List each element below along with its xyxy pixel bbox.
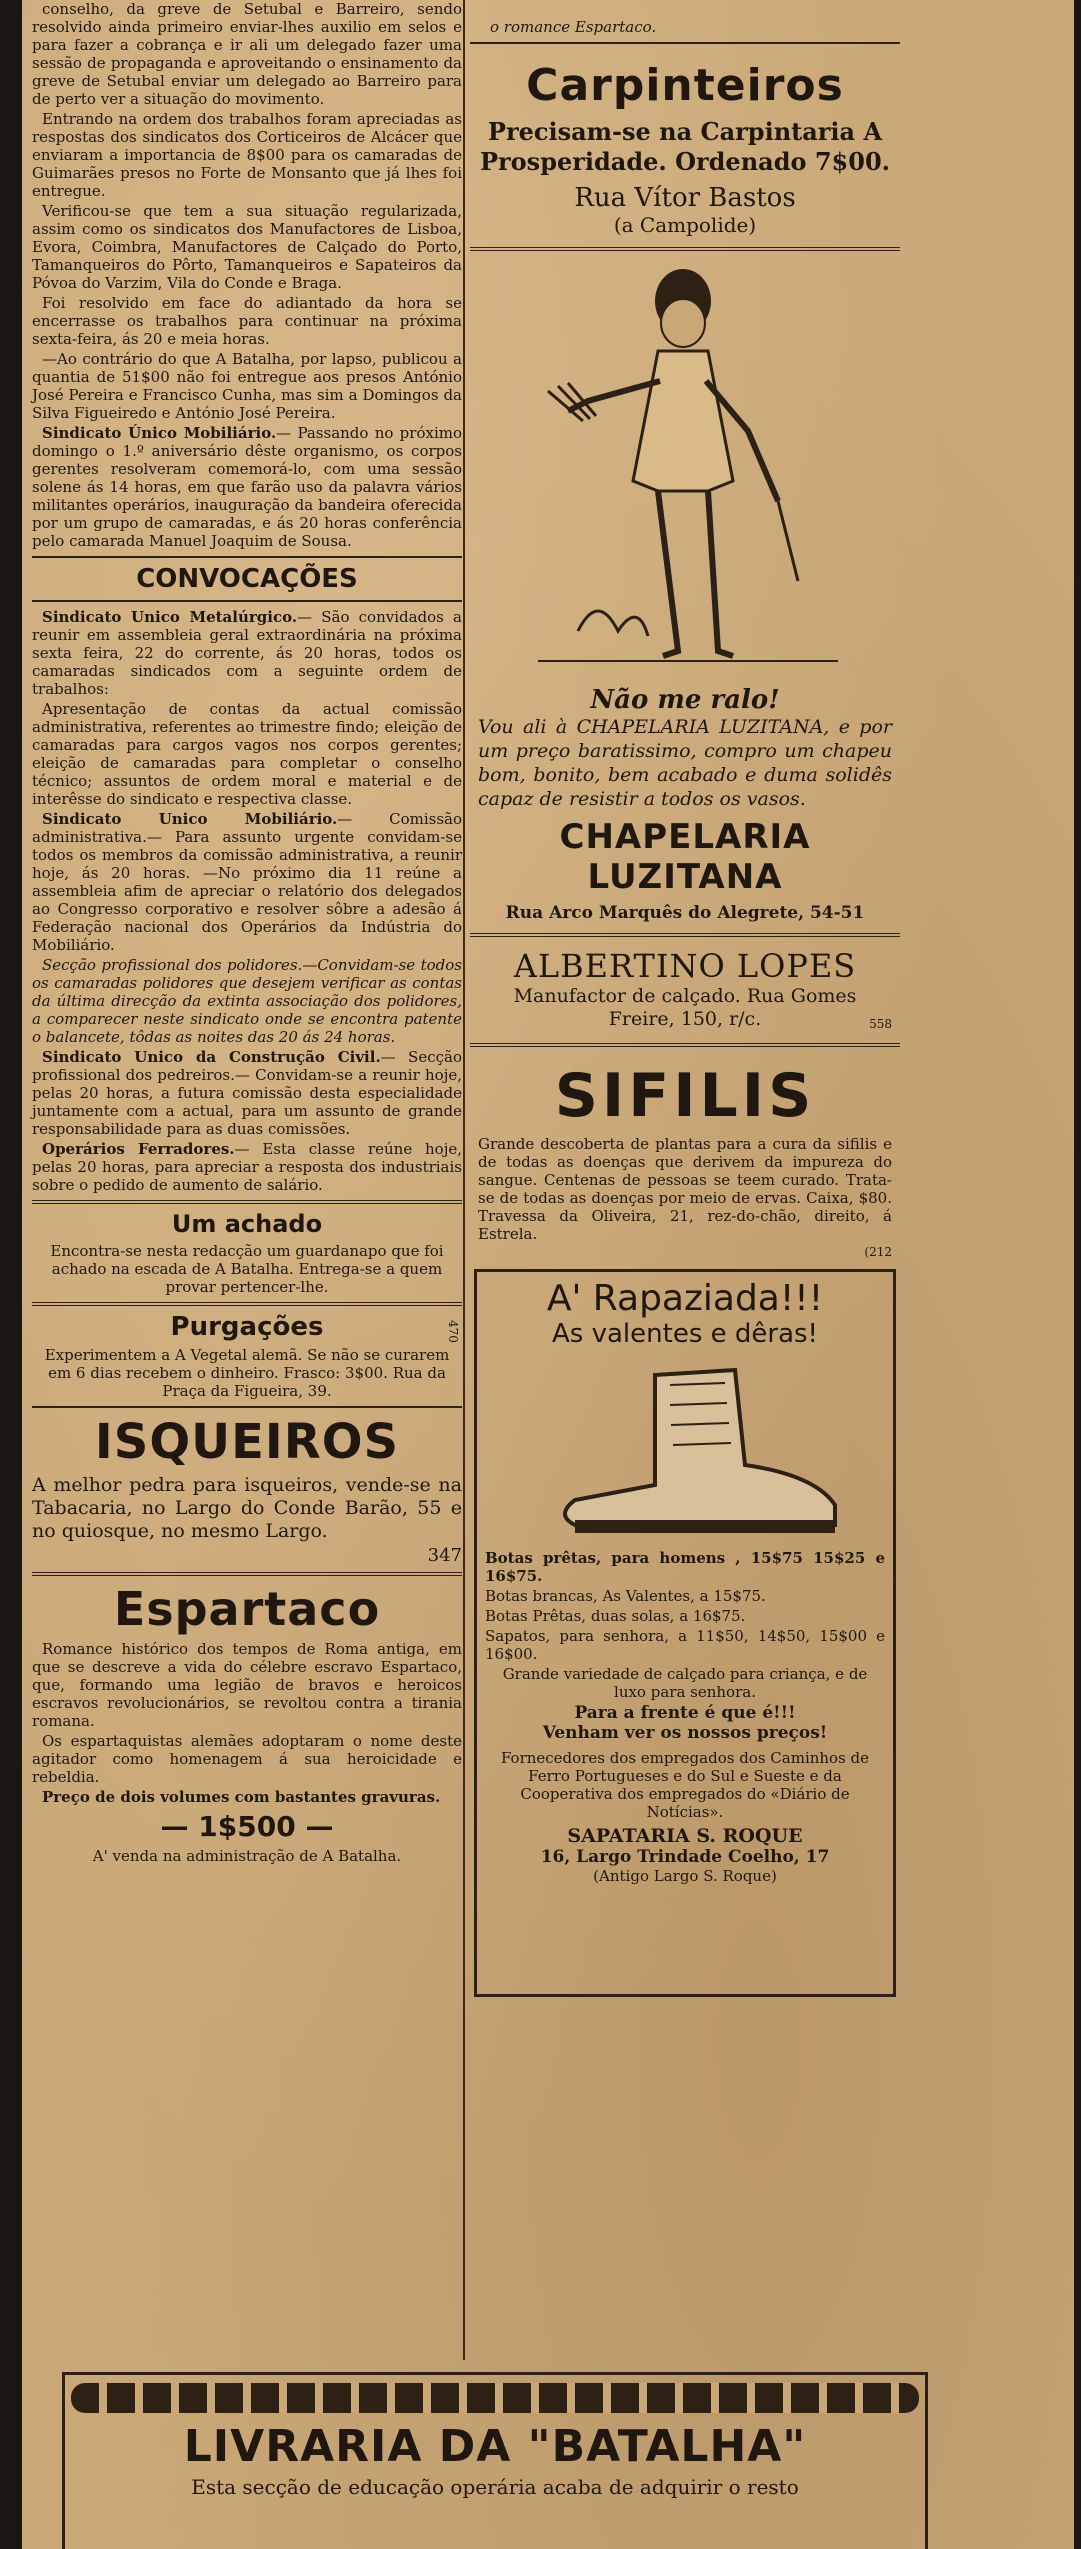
sapataria-ad (474, 1269, 896, 1997)
carpinteiros-ad (470, 50, 900, 241)
intro-paragraph: Foi resolvido em face do adiantado da hora se encerrasse os trabalhos para continuar na próxima sexta-feira, ás 20 e meia horas. (32, 294, 462, 348)
divider (470, 247, 900, 251)
divider (470, 1043, 900, 1047)
livraria-banner (62, 2372, 928, 2549)
right-column (470, 0, 900, 2380)
convocacoes-list (32, 608, 462, 1194)
convocacao-title: Sindicato Unico da Construção Civil. (42, 1048, 381, 1066)
divider (32, 600, 462, 602)
rapaziada-item: Grande variedade de calçado para criança, e de luxo para senhora. (502, 1665, 868, 1701)
boot-illustration (485, 1355, 875, 1545)
sifilis-text: Grande descoberta de plantas para a cura da sifilis e de todas as doenças que derivem da impureza do sangue. Centenas de pessoas se teem curado. Trata-se de todas as doenças por meio de ervas. Caixa, $80. Travessa da Oliveira, 21, rez-do-chão, direito, á Estrela. (478, 1135, 892, 1243)
espartaco-text: Os espartaquistas alemães adoptaram o nome deste agitador como homenagem á sua heroicidade e rebeldia. (32, 1732, 462, 1786)
convocacao-text: — Comissão administrativa.— Para assunto urgente convidam-se todos os membros da comissão administrativa, a reunir hoje, ás 20 horas. —No próximo dia 11 reúne a assembleia afim de apreciar o relatório dos delegados ao Congresso corporativo e resolver sôbre a adesão á Federação nacional dos Operários da Indústria do Mobiliário. (32, 810, 463, 954)
rapaziada-subheading: As valentes e dêras! (552, 1319, 818, 1349)
chapelaria-heading: CHAPELARIA LUZITANA (559, 817, 811, 897)
chain-border-decoration (71, 2383, 919, 2413)
ad-number: (212 (864, 1245, 892, 1259)
convocacao-text: — Secção profissional dos pedreiros.— Convidam-se a reunir hoje, pelas 20 horas, a futura comissão desta especialidade juntamente com a actual, para um assunto de grande responsabilidade para as duas comissões. (32, 1048, 462, 1138)
man-with-hat-illustration (478, 261, 888, 681)
espartaco-sale: A' venda na administração de A Batalha. (92, 1847, 402, 1865)
convocacao-item (32, 700, 462, 808)
rapaziada-item: Botas Prêtas, duas solas, a 16$75. (485, 1607, 746, 1625)
convocacao-item (32, 1048, 462, 1138)
carpinteiros-address: Rua Vítor Bastos (574, 183, 796, 213)
mobiliario-text: — Passando no próximo domingo o 1.º aniversário dêste organismo, os corpos gerentes resolveram comemorá-lo, com uma sessão solene ás 14 horas, em que farão uso da palavra vários militantes operários, inauguração da bandeira oferecida por um grupo de camaradas, e ás 20 horas conferência pelo camarada Manuel Joaquim de Sousa. (32, 424, 462, 550)
convocacao-item (32, 1140, 462, 1194)
convocacao-title: Sindicato Unico Metalúrgico. (42, 608, 298, 626)
convocacao-item (32, 810, 462, 954)
convocacao-text: — São convidados a reunir em assembleia geral extraordinária na próxima sexta feira, 22 do corrente, ás 20 horas, todos os camaradas sindicados com a seguinte ordem de trabalhos: (32, 608, 462, 698)
carpinteiros-text: Precisam-se na Carpintaria A Prosperidade. Ordenado 7$00. (479, 117, 890, 176)
ad-number: 558 (869, 1017, 892, 1031)
intro-paragraph: —Ao contrário do que A Batalha, por lapso, publicou a quantia de 51$00 não foi entregue aos presos António José Pereira e Francisco Cunha, mas sim a Domingos da Silva Figueiredo e António José Pereira. (32, 350, 462, 422)
carpinteiros-subaddress: (a Campolide) (613, 213, 757, 237)
convocacao-title: Sindicato Unico Mobiliário. (42, 810, 338, 828)
mobiliario-notice (32, 424, 462, 550)
ad-number: 470 (446, 1320, 460, 1343)
purgacoes-ad (32, 1312, 462, 1400)
rapaziada-suppliers: Fornecedores dos empregados dos Caminhos de Ferro Portugueses e do Sul e Sueste e da Cooperativa dos empregados do «Diário de Notícias». (500, 1749, 870, 1821)
isqueiros-text: A melhor pedra para isqueiros, vende-se na Tabacaria, no Largo do Conde Barão, 55 e no quiosque, no mesmo Largo. (32, 1474, 462, 1542)
albertino-text: Manufactor de calçado. Rua Gomes Freire, 150, r/c. (513, 985, 857, 1030)
rapaziada-slogan: Para a frente é que é!!! (574, 1703, 796, 1723)
rapaziada-slogan: Venham ver os nossos preços! (542, 1723, 828, 1743)
espartaco-heading: Espartaco (113, 1582, 381, 1636)
rapaziada-item: Botas prêtas, para homens , 15$75 15$25 e 16$75. (485, 1549, 885, 1585)
sifilis-heading: SIFILIS (554, 1061, 816, 1131)
convocacoes-heading: CONVOCAÇÕES (136, 564, 358, 594)
top-line: o romance Espartaco. (490, 18, 657, 36)
mobiliario-title: Sindicato Único Mobiliário. (42, 424, 277, 442)
chapelaria-slogan: Não me ralo! (590, 685, 780, 715)
intro-paragraph: conselho, da greve de Setubal e Barreiro, sendo resolvido ainda primeiro enviar-lhes auxilio em selos e para fazer a cobrança e ir ali um delegado fazer uma sessão de propaganda e aproveitando o ensinamento da greve de Setubal enviar um delegado ao Barreiro para de perto ver a situação do movimento. (32, 0, 462, 108)
espartaco-text: Romance histórico dos tempos de Roma antiga, em que se descreve a vida do célebre escravo Espartaco, que, formando uma legião de bravos e heroicos escravos revolucionários, se revoltou contra a tirania romana. (32, 1640, 462, 1730)
sifilis-ad (470, 1053, 900, 1263)
albertino-heading: ALBERTINO LOPES (513, 947, 857, 985)
espartaco-price: — 1$500 — (160, 1810, 334, 1843)
convocacao-text: Apresentação de contas da actual comissão administrativa, referentes ao trimestre findo; eleição de camaradas para cargos vagos nos corpos gerentes; eleição de camaradas para completar o conselho técnico; assuntos de ordem moral e material e de interêsse do sindicato e respectiva classe. (32, 700, 462, 808)
intro-section (32, 0, 462, 422)
espartaco-text: Preço de dois volumes com bastantes gravuras. (42, 1788, 441, 1806)
convocacao-title: Operários Ferradores. (42, 1140, 235, 1158)
ad-number: 347 (427, 1545, 462, 1566)
intro-paragraph: Entrando na ordem dos trabalhos foram apreciadas as respostas dos sindicatos dos Corticeiros de Alcácer que enviaram a importancia de 8$00 para os camaradas de Guimarães presos no Forte de Monsanto que já lhes foi entregue. (32, 110, 462, 200)
purgacoes-heading: Purgações (170, 1312, 324, 1342)
albertino-ad (470, 943, 900, 1037)
livraria-text: Esta secção de educação operária acaba de adquirir o resto (191, 2475, 799, 2499)
chapelaria-text: Vou ali à CHAPELARIA LUZITANA, e por um preço baratissimo, compro um chapeu bom, bonito, bem acabado e duma solidês capaz de resistir a todos os vasos. (478, 716, 892, 810)
intro-paragraph: Verificou-se que tem a sua situação regularizada, assim como os sindicatos dos Manufactores de Lisboa, Evora, Coimbra, Manufactores de Calçado do Porto, Tamanqueiros do Pôrto, Tamanqueiros e Sapateiros da Póvoa do Varzim, Vila do Conde e Braga. (32, 202, 462, 292)
left-column (32, 0, 462, 2380)
divider (32, 1406, 462, 1408)
carpinteiros-heading: Carpinteiros (526, 60, 844, 111)
convocacao-text: Secção profissional dos polidores.—Convidam-se todos os camaradas polidores que desejem verificar as contas da última direcção da extinta associação dos polidores, a comparecer neste sindicato onde se encontra patente o balancete, tôdas as noites das 20 ás 24 horas. (32, 956, 462, 1046)
rapaziada-item: Sapatos, para senhora, a 11$50, 14$50, 15$00 e 16$00. (485, 1627, 885, 1663)
sapataria-address: 16, Largo Trindade Coelho, 17 (540, 1847, 830, 1867)
divider (32, 1200, 462, 1204)
achado-text: Encontra-se nesta redacção um guardanapo que foi achado na escada de A Batalha. Entrega-se a quem provar pertencer-lhe. (50, 1242, 444, 1296)
column-divider (463, 0, 465, 2360)
sapataria-old-address: (Antigo Largo S. Roque) (593, 1867, 777, 1885)
rapaziada-item: Botas brancas, As Valentes, a 15$75. (485, 1587, 766, 1605)
divider (32, 556, 462, 558)
convocacao-item (32, 956, 462, 1046)
sapataria-name: SAPATARIA S. ROQUE (567, 1825, 803, 1847)
divider (32, 1572, 462, 1576)
rapaziada-heading: A' Rapaziada!!! (546, 1278, 824, 1319)
chapelaria-address: Rua Arco Marquês do Alegrete, 54-51 (505, 903, 865, 923)
isqueiros-heading: ISQUEIROS (94, 1414, 400, 1470)
convocacao-item (32, 608, 462, 698)
espartaco-ad (32, 1582, 462, 1865)
divider (470, 42, 900, 44)
divider (32, 1302, 462, 1306)
convocacao-text: — Esta classe reúne hoje, pelas 20 horas, para apreciar a resposta dos industriais sobre o pedido de aumento de salário. (32, 1140, 462, 1194)
newspaper-page (22, 0, 1074, 2549)
purgacoes-text: Experimentem a A Vegetal alemã. Se não se curarem em 6 dias recebem o dinheiro. Frasco: 3$00. Rua da Praça da Figueira, 39. (44, 1346, 450, 1400)
divider (470, 933, 900, 937)
livraria-heading: LIVRARIA DA "BATALHA" (183, 2421, 807, 2472)
chapelaria-ad (470, 257, 900, 927)
achado-heading: Um achado (171, 1210, 323, 1238)
isqueiros-ad (32, 1414, 462, 1566)
